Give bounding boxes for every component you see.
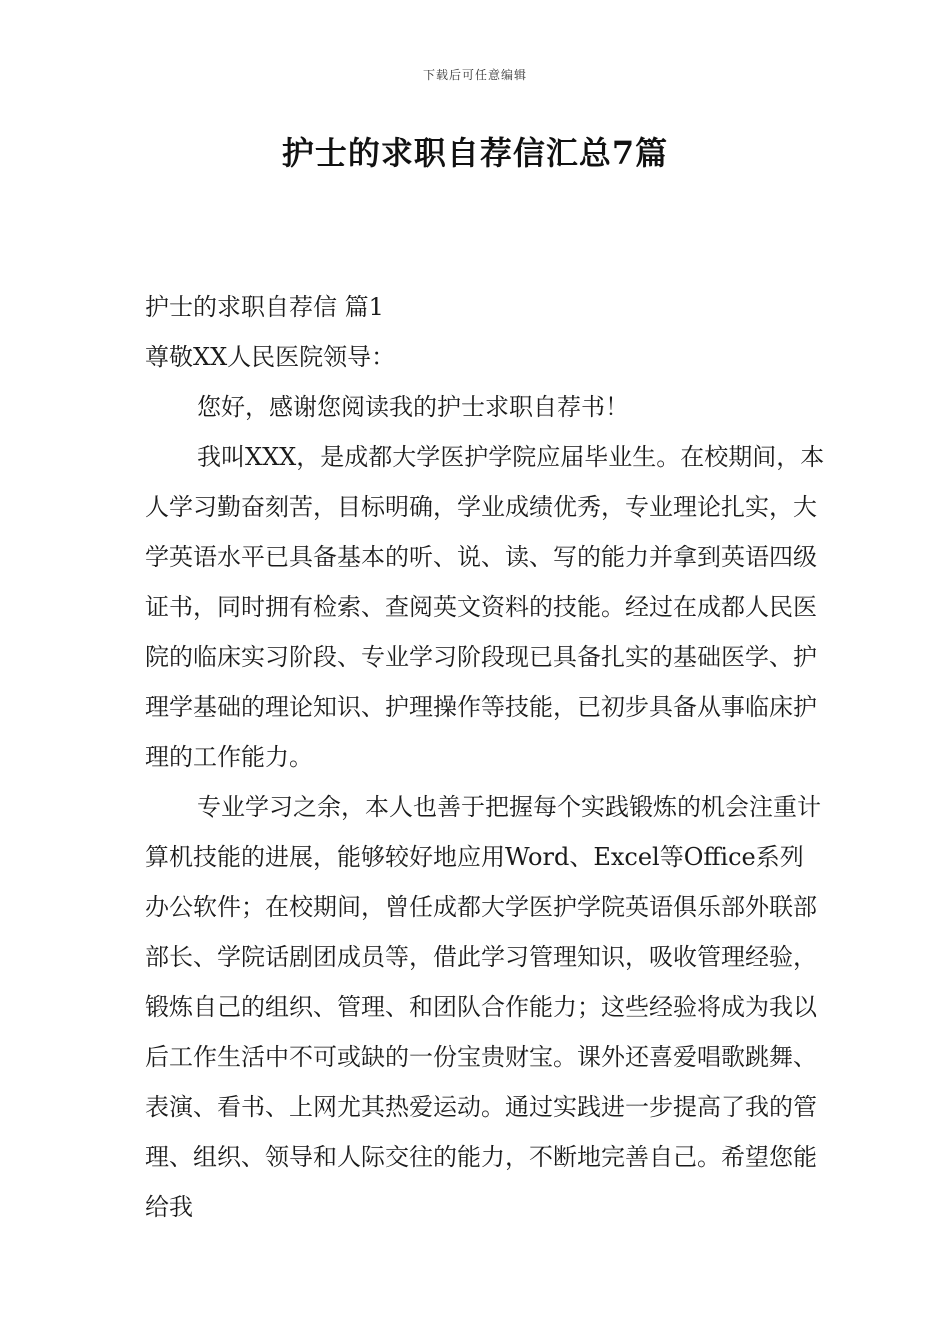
salutation: 尊敬XX人民医院领导： bbox=[145, 343, 396, 371]
paragraph-introduction: 我叫XXX，是成都大学医护学院应届毕业生。在校期间，本人学习勤奋刻苦，目标明确，学业成绩优秀，专业理论扎实，大学英语水平已具备基本的听、说、读、写的能力并拿到英语四级证书，同时拥有检索、查阅英文资料的技能。经过在成都人民医院的临床实习阶段、专业学习阶段现已具备扎实的基础医学、护理学基础的理论知识、护理操作等技能，已初步具备从事临床护理的工作能力。 bbox=[145, 443, 825, 771]
header-note: 下载后可任意编辑 bbox=[422, 68, 527, 82]
document-body bbox=[145, 282, 825, 1232]
document-title: 护士的求职自荐信汇总7篇 bbox=[281, 134, 669, 172]
paragraph-greeting: 您好，感谢您阅读我的护士求职自荐书！ bbox=[197, 393, 629, 421]
paragraph-activities: 专业学习之余，本人也善于把握每个实践锻炼的机会注重计算机技能的进展，能够较好地应用Word、Excel等Office系列办公软件；在校期间，曾任成都大学医护学院英语俱乐部外联部部长、学院话剧团成员等，借此学习管理知识，吸收管理经验，锻炼自己的组织、管理、和团队合作能力；这些经验将成为我以后工作生活中不可或缺的一份宝贵财宝。课外还喜爱唱歌跳舞、表演、看书、上网尤其热爱运动。通过实践进一步提高了我的管理、组织、领导和人际交往的能力，不断地完善自己。希望您能给我 bbox=[145, 793, 821, 1221]
section-heading: 护士的求职自荐信 篇1 bbox=[145, 293, 384, 321]
